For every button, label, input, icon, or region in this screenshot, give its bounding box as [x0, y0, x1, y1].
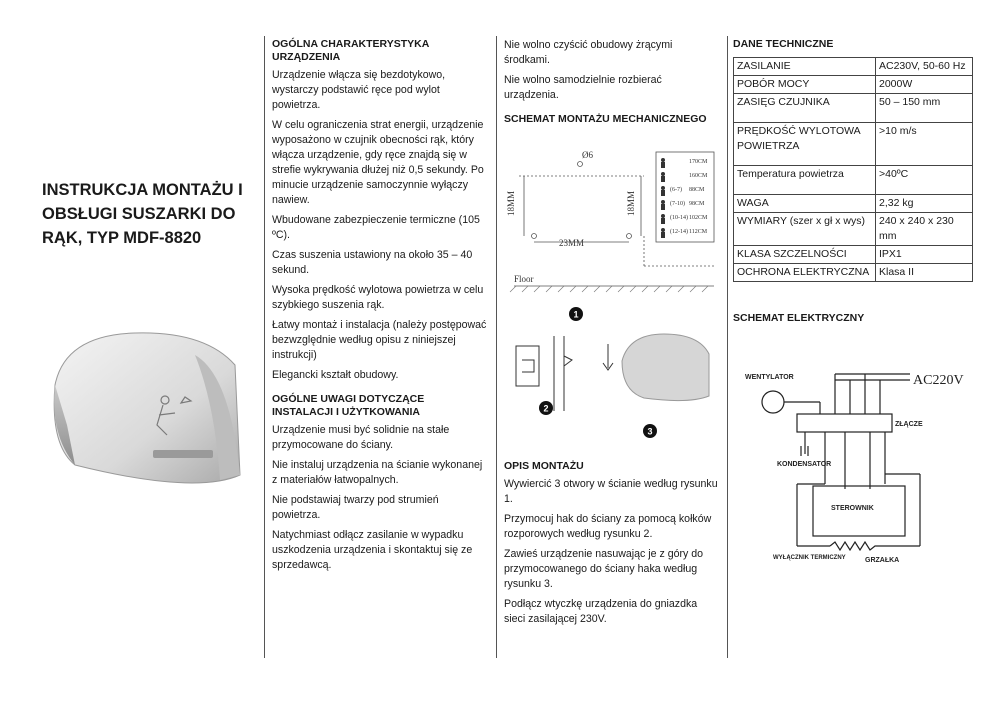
table-cell-key: PRĘDKOŚĆ WYLOTOWA POWIETRZA: [734, 123, 876, 166]
connector-label: ZŁĄCZE: [895, 421, 923, 428]
table-row: [734, 94, 973, 123]
controller-label: STEROWNIK: [831, 505, 874, 512]
person-icon: [661, 186, 665, 190]
section-heading-technical: DANE TECHNICZNE: [733, 38, 834, 50]
table-cell-key: Temperatura powietrza: [734, 166, 876, 195]
column-mounting-description: [504, 460, 719, 632]
step-1-number: 1: [573, 309, 579, 320]
height-value: 170CM: [689, 159, 708, 165]
section-heading-remarks: OGÓLNE UWAGI DOTYCZĄCE INSTALACJI I UŻYTKOWANIA: [272, 393, 425, 418]
document-title: INSTRUKCJA MONTAŻU I OBSŁUGI SUSZARKI DO RĄK, TYP MDF-8820: [42, 181, 243, 247]
table-cell-value: 240 x 240 x 230 mm: [876, 213, 973, 246]
table-row: [734, 123, 973, 166]
paragraph: Wbudowane zabezpieczenie termiczne (105 ºC).: [272, 214, 480, 241]
electrical-diagram: [735, 364, 975, 579]
table-row: [734, 166, 973, 195]
age-value: (10-14): [670, 215, 688, 221]
column-separator: [727, 36, 728, 658]
height-value: 98CM: [689, 201, 705, 207]
table-cell-key: WYMIARY (szer x gł x wys): [734, 213, 876, 246]
column-separator: [264, 36, 265, 658]
paragraph: Urządzenie musi być solidnie na stałe przymocowane do ściany.: [272, 424, 450, 451]
age-value: (6-7): [670, 187, 682, 193]
mechanical-diagram: [504, 146, 724, 446]
connector-block: [797, 414, 892, 432]
height-left-label: 18MM: [506, 190, 516, 216]
height-value: 112CM: [689, 229, 708, 235]
table-row: [734, 246, 973, 264]
step-2-number: 2: [543, 403, 549, 414]
section-heading-general: OGÓLNA CHARAKTERYSTYKA URZĄDZENIA: [272, 38, 429, 63]
table-cell-value: >40ºC: [876, 166, 973, 195]
mounted-dryer-image: [622, 334, 709, 401]
paragraph: W celu ograniczenia strat energii, urządzenie wyposażono w czujnik obecności rąk, który włącza urządzenie, gdy ręce znajdą się w strefie wykrywania dłużej niż 0,5 sekundy. Po minucie urządzenie samoczynnie wyłączy nawiew.: [272, 119, 484, 206]
table-cell-key: OCHRONA ELEKTRYCZNA: [734, 264, 876, 282]
height-value: 88CM: [689, 187, 705, 193]
thermal-switch-label: WYŁĄCZNIK TERMICZNY: [773, 555, 846, 561]
width-label: 23MM: [559, 238, 585, 248]
age-value: (12-14): [670, 229, 688, 235]
person-icon: [661, 214, 665, 218]
table-row: [734, 264, 973, 282]
technical-data-table: [733, 57, 973, 282]
paragraph: Wysoka prędkość wylotowa powietrza w celu szybkiego suszenia rąk.: [272, 284, 484, 311]
section-heading-description: OPIS MONTAŻU: [504, 460, 584, 472]
table-row: [734, 213, 973, 246]
table-cell-value: Klasa II: [876, 264, 973, 282]
age-value: (7-10): [670, 201, 685, 207]
height-right-label: 18MM: [626, 190, 636, 216]
fan-label: WENTYLATOR: [745, 374, 794, 381]
paragraph: Wywiercić 3 otwory w ścianie według rysunku 1.: [504, 478, 718, 505]
section-heading-mechanical: SCHEMAT MONTAŻU MECHANICZNEGO: [504, 113, 707, 125]
table-row: [734, 58, 973, 76]
ac-label: AC220V: [913, 373, 964, 388]
section-heading-electrical: SCHEMAT ELEKTRYCZNY: [733, 312, 865, 324]
table-cell-key: KLASA SZCZELNOŚCI: [734, 246, 876, 264]
step-3-number: 3: [647, 426, 653, 437]
table-cell-key: ZASIĘG CZUJNIKA: [734, 94, 876, 123]
column-mounting: [504, 38, 719, 130]
height-value: 102CM: [689, 215, 708, 221]
fan-icon: [762, 391, 784, 413]
paragraph: Zawieś urządzenie nasuwając je z góry do przymocowanego do ściany haka według rysunku 3.: [504, 548, 704, 590]
table-cell-value: IPX1: [876, 246, 973, 264]
paragraph: Nie wolno samodzielnie rozbierać urządzenia.: [504, 74, 662, 101]
table-row: [734, 195, 973, 213]
paragraph: Elegancki kształt obudowy.: [272, 369, 399, 381]
paragraph: Podłącz wtyczkę urządzenia do gniazdka sieci zasilającej 230V.: [504, 598, 698, 625]
table-cell-key: POBÓR MOCY: [734, 76, 876, 94]
table-cell-value: 2000W: [876, 76, 973, 94]
hand-dryer-image: [45, 325, 255, 500]
table-cell-key: WAGA: [734, 195, 876, 213]
person-icon: [661, 200, 665, 204]
column-general: [272, 38, 487, 578]
column-technical: [733, 38, 978, 329]
paragraph: Natychmiast odłącz zasilanie w wypadku uszkodzenia urządzenia i skontaktuj się ze sprzedawcą.: [272, 529, 473, 571]
paragraph: Nie wolno czyścić obudowy żrącymi środkami.: [504, 39, 673, 66]
paragraph: Nie podstawiaj twarzy pod strumień powietrza.: [272, 494, 439, 521]
table-cell-value: >10 m/s: [876, 123, 973, 166]
paragraph: Nie instaluj urządzenia na ścianie wykonanej z materiałów łatwopalnych.: [272, 459, 483, 486]
capacitor-label: KONDENSATOR: [777, 461, 832, 468]
paragraph: Czas suszenia ustawiony na około 35 – 40 sekund.: [272, 249, 473, 276]
paragraph: Łatwy montaż i instalacja (należy postępować bezwzględnie według opisu z niniejszej instrukcji): [272, 319, 487, 361]
height-value: 160CM: [689, 173, 708, 179]
table-cell-value: AC230V, 50-60 Hz: [876, 58, 973, 76]
person-icon: [661, 158, 665, 162]
table-row: [734, 76, 973, 94]
person-icon: [661, 228, 665, 232]
paragraph: Urządzenie włącza się bezdotykowo, wystarczy podstawić ręce pod wylot powietrza.: [272, 69, 446, 111]
table-cell-value: 2,32 kg: [876, 195, 973, 213]
diameter-label: Ø6: [582, 150, 593, 160]
paragraph: Przymocuj hak do ściany za pomocą kołków rozporowych według rysunku 2.: [504, 513, 712, 540]
column-separator: [496, 36, 497, 658]
person-icon: [661, 172, 665, 176]
floor-label: Floor: [514, 274, 534, 284]
table-cell-key: ZASILANIE: [734, 58, 876, 76]
table-cell-value: 50 – 150 mm: [876, 94, 973, 123]
heater-label: GRZAŁKA: [865, 557, 900, 564]
